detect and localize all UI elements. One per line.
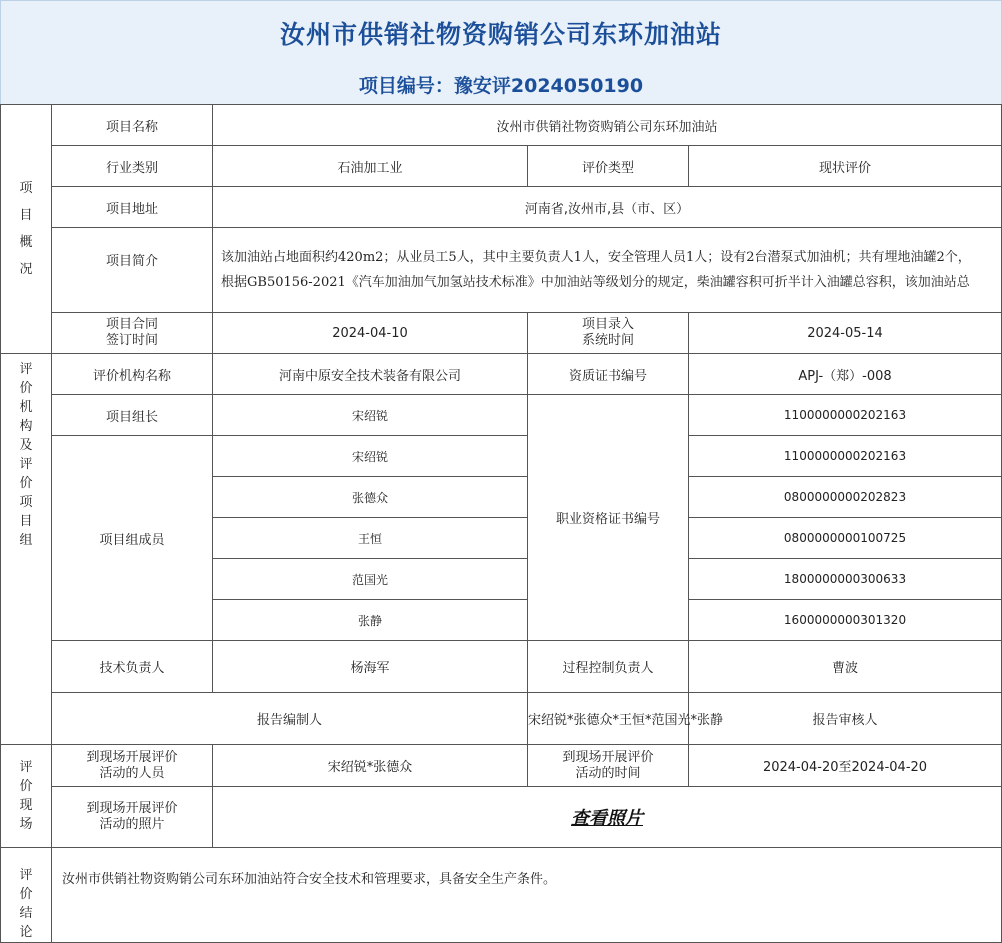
team-leader-label: 项目组长 — [52, 395, 213, 436]
site-photos-cell — [213, 787, 1002, 848]
eval-type-value: 现状评价 — [689, 146, 1002, 187]
agency-name-label: 评价机构名称 — [52, 354, 213, 395]
entry-time-label: 项目录入 系统时间 — [528, 313, 689, 354]
member-name: 范国光 — [213, 559, 528, 600]
row-address — [1, 187, 1002, 228]
member-cert: 1100000000202163 — [689, 436, 1002, 477]
site-people-label: 到现场开展评价 活动的人员 — [52, 745, 213, 787]
member-cert: 1800000000300633 — [689, 559, 1002, 600]
project-name-value: 汝州市供销社物资购销公司东环加油站 — [213, 105, 1002, 146]
site-time-value: 2024-04-20至2024-04-20 — [689, 745, 1002, 787]
agency-name-value: 河南中原安全技术装备有限公司 — [213, 354, 528, 395]
section-overview-label: 项 目 概 况 — [1, 105, 52, 354]
industry-label: 行业类别 — [52, 146, 213, 187]
conclusion-text: 汝州市供销社物资购销公司东环加油站符合安全技术和管理要求，具备安全生产条件。 — [52, 848, 1002, 943]
member-name: 宋绍锐 — [213, 436, 528, 477]
row-tech-lead — [1, 641, 1002, 693]
section-site-label: 评 价 现 场 — [1, 745, 52, 848]
row-site-photos — [1, 787, 1002, 848]
row-report — [1, 693, 1002, 745]
address-label: 项目地址 — [52, 187, 213, 228]
site-people-value: 宋绍锐*张德众 — [213, 745, 528, 787]
team-members-label: 项目组成员 — [52, 436, 213, 641]
view-photos-link[interactable]: 查看照片 — [571, 808, 643, 829]
contract-time-label: 项目合同 签订时间 — [52, 313, 213, 354]
qualification-cert-label: 职业资格证书编号 — [528, 395, 689, 641]
entry-time-value: 2024-05-14 — [689, 313, 1002, 354]
table-row — [1, 436, 1002, 477]
tech-lead-label: 技术负责人 — [52, 641, 213, 693]
team-leader-name: 宋绍锐 — [213, 395, 528, 436]
address-value: 河南省,汝州市,县（市、区） — [213, 187, 1002, 228]
row-industry — [1, 146, 1002, 187]
brief-line-2: 根据GB50156-2021《汽车加油加气加氢站技术标准》中加油站等级划分的规定，柴油罐容积可折半计入油罐总容积，该加油站总 — [221, 275, 970, 290]
row-team-leader — [1, 395, 1002, 436]
member-name: 张静 — [213, 600, 528, 641]
brief-text — [213, 228, 1002, 313]
member-name: 王恒 — [213, 518, 528, 559]
eval-type-label: 评价类型 — [528, 146, 689, 187]
member-cert: 1600000000301320 — [689, 600, 1002, 641]
project-info-table — [0, 104, 1002, 943]
report-author-value: 宋绍锐*张德众*王恒*范国光*张静 — [528, 693, 689, 745]
report-reviewer-label: 报告审核人 — [689, 693, 1002, 745]
row-agency — [1, 354, 1002, 395]
brief-line-1: 该加油站占地面积约420m2；从业员工5人，其中主要负责人1人，安全管理人员1人；设有2台潜泵式加油机；共有埋地油罐2个， — [221, 250, 971, 265]
page-header — [0, 0, 1002, 105]
row-brief — [1, 228, 1002, 313]
industry-value: 石油加工业 — [213, 146, 528, 187]
team-leader-cert: 1100000000202163 — [689, 395, 1002, 436]
process-lead-value: 曹波 — [689, 641, 1002, 693]
tech-lead-value: 杨海军 — [213, 641, 528, 693]
page-title: 汝州市供销社物资购销公司东环加油站 — [279, 20, 722, 49]
cert-no-label: 资质证书编号 — [528, 354, 689, 395]
section-agency-label: 评 价 机 构 及 评 价 项 目 组 — [1, 354, 52, 745]
row-project-name — [1, 105, 1002, 146]
project-number: 项目编号：豫安评2024050190 — [358, 75, 644, 97]
cert-no-value: APJ-（郑）-008 — [689, 354, 1002, 395]
contract-time-value: 2024-04-10 — [213, 313, 528, 354]
report-author-label: 报告编制人 — [52, 693, 528, 745]
process-lead-label: 过程控制负责人 — [528, 641, 689, 693]
member-name: 张德众 — [213, 477, 528, 518]
site-time-label: 到现场开展评价 活动的时间 — [528, 745, 689, 787]
row-contract-time — [1, 313, 1002, 354]
section-conclusion-label: 评 价 结 论 — [1, 848, 52, 943]
member-cert: 0800000000100725 — [689, 518, 1002, 559]
site-photos-label: 到现场开展评价 活动的照片 — [52, 787, 213, 848]
row-site-people — [1, 745, 1002, 787]
row-conclusion — [1, 848, 1002, 943]
member-cert: 0800000000202823 — [689, 477, 1002, 518]
project-name-label: 项目名称 — [52, 105, 213, 146]
brief-label: 项目简介 — [52, 228, 213, 313]
